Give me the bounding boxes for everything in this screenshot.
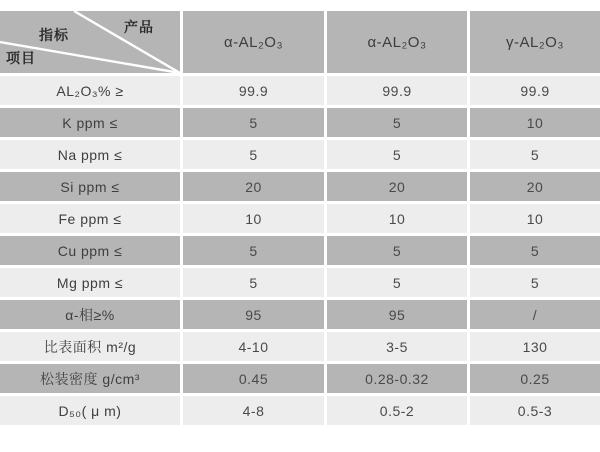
table-row-bulk-density [0, 364, 600, 393]
row-label: 比表面积 m²/g [0, 332, 180, 361]
cell-value: 5 [183, 108, 324, 137]
cell-value: 10 [470, 108, 600, 137]
cell-value: 5 [327, 236, 467, 265]
cell-value: 10 [183, 204, 324, 233]
product-spec-table [0, 8, 600, 428]
cell-value: 99.9 [183, 76, 324, 105]
row-label: D₅₀( μ m) [0, 396, 180, 425]
cell-value: 20 [183, 172, 324, 201]
cell-value: 20 [470, 172, 600, 201]
column-header-alpha-al2o3-1: α-AL₂O₃ [183, 11, 324, 73]
table-row-na-ppm [0, 140, 600, 169]
row-label: 松装密度 g/cm³ [0, 364, 180, 393]
cell-value: 4-10 [183, 332, 324, 361]
row-label: AL₂O₃% ≥ [0, 76, 180, 105]
cell-value: 5 [327, 268, 467, 297]
cell-value: 5 [183, 268, 324, 297]
table-row-specific-surface-area [0, 332, 600, 361]
cell-value: 5 [183, 140, 324, 169]
cell-value: 4-8 [183, 396, 324, 425]
cell-value: 5 [470, 236, 600, 265]
column-header-gamma-al2o3: γ-AL₂O₃ [470, 11, 600, 73]
cell-value: 20 [327, 172, 467, 201]
row-label: Fe ppm ≤ [0, 204, 180, 233]
cell-value: 3-5 [327, 332, 467, 361]
cell-value: 5 [470, 268, 600, 297]
cell-value: 10 [327, 204, 467, 233]
table-row-mg-ppm [0, 268, 600, 297]
column-header-alpha-al2o3-2: α-AL₂O₃ [327, 11, 467, 73]
cell-value: / [470, 300, 600, 329]
row-label: Cu ppm ≤ [0, 236, 180, 265]
cell-value: 5 [183, 236, 324, 265]
table-row-d50 [0, 396, 600, 425]
cell-value: 0.45 [183, 364, 324, 393]
cell-value: 0.5-3 [470, 396, 600, 425]
cell-value: 10 [470, 204, 600, 233]
table-row-cu-ppm [0, 236, 600, 265]
cell-value: 95 [327, 300, 467, 329]
cell-value: 99.9 [470, 76, 600, 105]
row-label: K ppm ≤ [0, 108, 180, 137]
row-label: Mg ppm ≤ [0, 268, 180, 297]
corner-product-label: 产品 [124, 19, 154, 35]
cell-value: 5 [327, 140, 467, 169]
row-label: Si ppm ≤ [0, 172, 180, 201]
corner-header-cell [0, 11, 180, 73]
corner-item-label: 项目 [6, 50, 36, 66]
row-label: α-相≥% [0, 300, 180, 329]
header-row [0, 11, 600, 73]
cell-value: 0.25 [470, 364, 600, 393]
table-row-al2o3-purity [0, 76, 600, 105]
cell-value: 130 [470, 332, 600, 361]
row-label: Na ppm ≤ [0, 140, 180, 169]
table-row-alpha-phase [0, 300, 600, 329]
table-row-fe-ppm [0, 204, 600, 233]
table-row-si-ppm [0, 172, 600, 201]
cell-value: 95 [183, 300, 324, 329]
cell-value: 0.5-2 [327, 396, 467, 425]
table-row-k-ppm [0, 108, 600, 137]
corner-indicator-label: 指标 [39, 27, 69, 43]
cell-value: 5 [470, 140, 600, 169]
cell-value: 5 [327, 108, 467, 137]
cell-value: 99.9 [327, 76, 467, 105]
cell-value: 0.28-0.32 [327, 364, 467, 393]
